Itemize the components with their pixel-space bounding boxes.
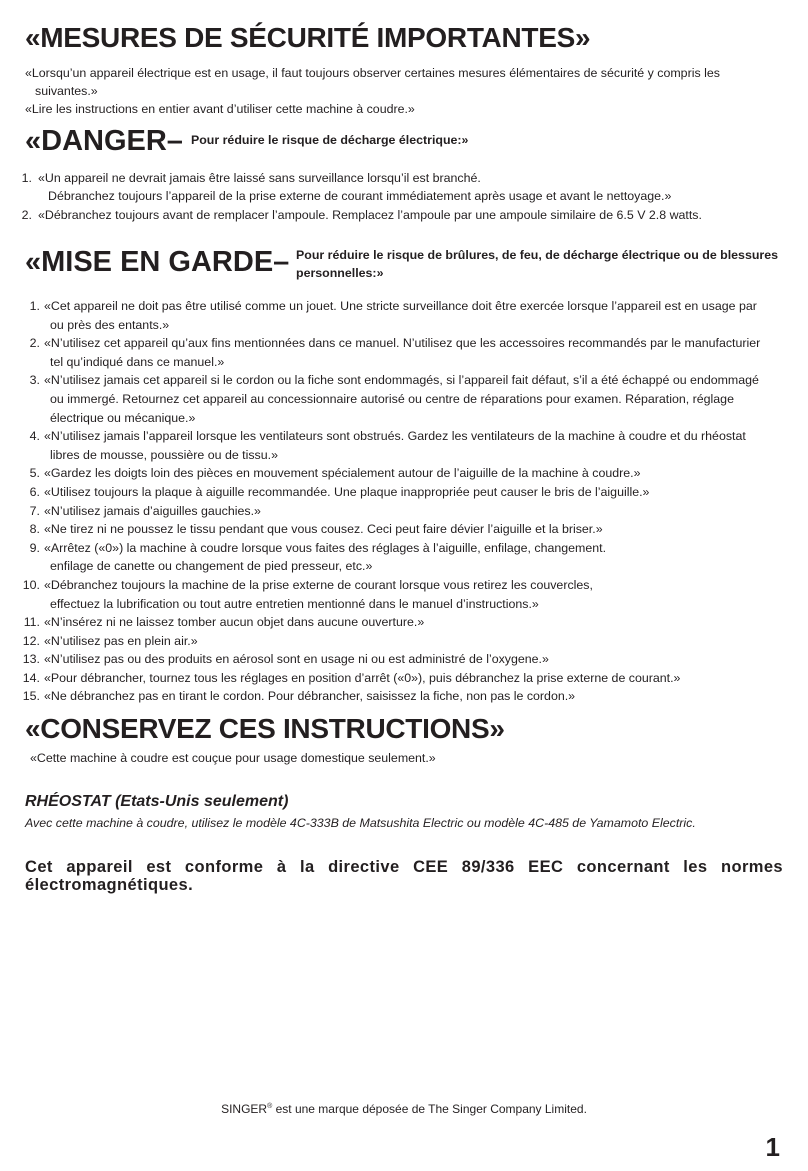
item-text: «N’utilisez jamais d’aiguilles gauchies.» [44,503,261,518]
footer-text: est une marque déposée de The Singer Company Limited. [272,1102,587,1116]
danger-subtitle: Pour réduire le risque de décharge électrique:» [190,133,469,147]
list-item [18,632,778,651]
item-text: «Pour débrancher, tournez tous les réglages en position d’arrêt («0»), puis débranchez la prise externe de courant.» [44,670,681,685]
list-item [18,576,778,613]
list-item [18,687,778,706]
item-number: 14. [22,670,40,685]
item-text-cont: libres de mousse, poussière ou de tissu.» [50,447,278,462]
list-item [18,427,778,464]
list-item [18,520,778,539]
conserve-text: «Cette machine à coudre est couçue pour usage domestique seulement.» [30,751,436,765]
page-title: «MESURES DE SÉCURITÉ IMPORTANTES» [25,22,591,53]
item-text: «Ne débranchez pas en tirant le cordon. Pour débrancher, saisissez la fiche, non pas le cordon.» [44,689,576,704]
item-number: 6. [29,484,40,499]
item-number: 4. [29,429,40,444]
rheostat-title: RHÉOSTAT (Etats-Unis seulement) [25,793,289,810]
list-item [18,334,778,371]
conformity-statement: Cet appareil est conforme à la directive CEE 89/336 EEC concernant les normes électromagnétiques. [25,858,783,894]
list-item: 1. «Un appareil ne devrait jamais être laissé sans surveillance lorsqu’il est branché. Débranchez toujours l’appareil de la prise externe de courant immédiatement après usage et avant le nettoyage.» [21,171,672,204]
item-text-cont: tel qu’indiqué dans ce manuel.» [50,354,225,369]
intro-line-1-cont: suivantes.» [35,84,98,98]
list-item [18,371,778,427]
list-item [18,539,778,576]
item-text-cont: ou immergé. Retournez cet appareil au concessionnaire autorisé ou centre de réparations pour examen. Réparation, réglage électrique ou mécanique.» [50,391,734,425]
item-text: «N’utilisez jamais cet appareil si le cordon ou la fiche sont endommagés, si l’appareil fait défaut, s’il a été échappé ou endommagé [44,373,759,388]
danger-heading [25,125,468,157]
caution-list [18,297,778,706]
item-number: 15. [22,689,40,704]
item-text-cont: effectuez la lubrification ou tout autre entretien mentionné dans le manuel d’instructions.» [50,596,539,611]
intro-line-1: «Lorsqu’un appareil électrique est en usage, il faut toujours observer certaines mesures élémentaires de sécurité y compris les [25,66,720,80]
item-text: «N’utilisez jamais l’appareil lorsque les ventilateurs sont obstrués. Gardez les ventilateurs de la machine à coudre et du rhéostat [44,429,746,444]
item-text: «Cet appareil ne doit pas être utilisé comme un jouet. Une stricte surveillance doit être exercée lorsque l’appareil est en usage par [44,299,757,313]
item-number: 10. [22,577,40,592]
list-item [18,502,778,521]
item-number: 11. [23,615,40,630]
item-number: 8. [29,522,40,537]
list-item [18,669,778,688]
item-number: 5. [29,466,40,481]
list-item: 2. «Débranchez toujours avant de remplacer l’ampoule. Remplacez l’ampoule par une ampoule similaire de 6.5 V 2.8 watts. [21,207,702,222]
caution-title: «MISE EN GARDE– [25,246,290,278]
rheostat-text: Avec cette machine à coudre, utilisez le modèle 4C-333B de Matsushita Electric ou modèle 4C-485 de Yamamoto Electric. [25,816,696,830]
danger-list [18,169,778,224]
list-item [18,613,778,632]
list-item [18,297,778,334]
registered-mark: ® [267,1103,273,1110]
list-item [18,483,778,502]
item-text: «Arrêtez («0») la machine à coudre lorsque vous faites des réglages à l’aiguille, enfilage, changement. [44,540,607,555]
item-number: 1. [29,299,40,313]
list-item [18,464,778,483]
caution-subtitle: Pour réduire le risque de brûlures, de feu, de décharge électrique ou de blessures personnelles:» [296,248,779,280]
item-number: 9. [29,540,40,555]
item-text: «N’utilisez pas ou des produits en aérosol sont en usage ni ou est administré de l’oxygene.» [44,652,549,667]
page-number: 1 [765,1132,780,1162]
item-text: «N’utilisez cet appareil qu’aux fins mentionnées dans ce manuel. N’utilisez que les accessoires recommandés par le manufacturier [44,336,761,351]
list-item [18,650,778,669]
item-number: 7. [29,503,40,518]
danger-title: «DANGER– [25,125,183,157]
conserve-title: «CONSERVEZ CES INSTRUCTIONS» [25,713,505,744]
item-text-cont: ou près des entants.» [50,317,170,332]
item-text: «N’utilisez pas en plein air.» [44,633,198,648]
item-number: 2. [29,336,40,351]
intro-paragraph [25,64,785,118]
item-text: «N’insérez ni ne laissez tomber aucun objet dans aucune ouverture.» [44,615,425,630]
item-text-cont: enfilage de canette ou changement de pied presseur, etc.» [50,559,373,574]
item-number: 13. [22,652,40,667]
item-text: «Utilisez toujours la plaque à aiguille recommandée. Une plaque inappropriée peut causer le bris de l’aiguille.» [44,484,650,499]
intro-line-2: «Lire les instructions en entier avant d’utiliser cette machine à coudre.» [25,102,415,116]
item-text: «Gardez les doigts loin des pièces en mouvement spécialement autour de l’aiguille de la machine à coudre.» [44,466,641,481]
item-number: 3. [29,373,40,388]
footer-brand: SINGER [221,1102,268,1116]
trademark-footer [0,1102,808,1116]
caution-heading [25,246,289,278]
item-text: «Ne tirez ni ne poussez le tissu pendant que vous cousez. Ceci peut faire dévier l’aiguille et la briser.» [44,522,603,537]
item-number: 12. [22,633,40,648]
item-text: «Débranchez toujours la machine de la prise externe de courant lorsque vous retirez les couvercles, [44,577,593,592]
